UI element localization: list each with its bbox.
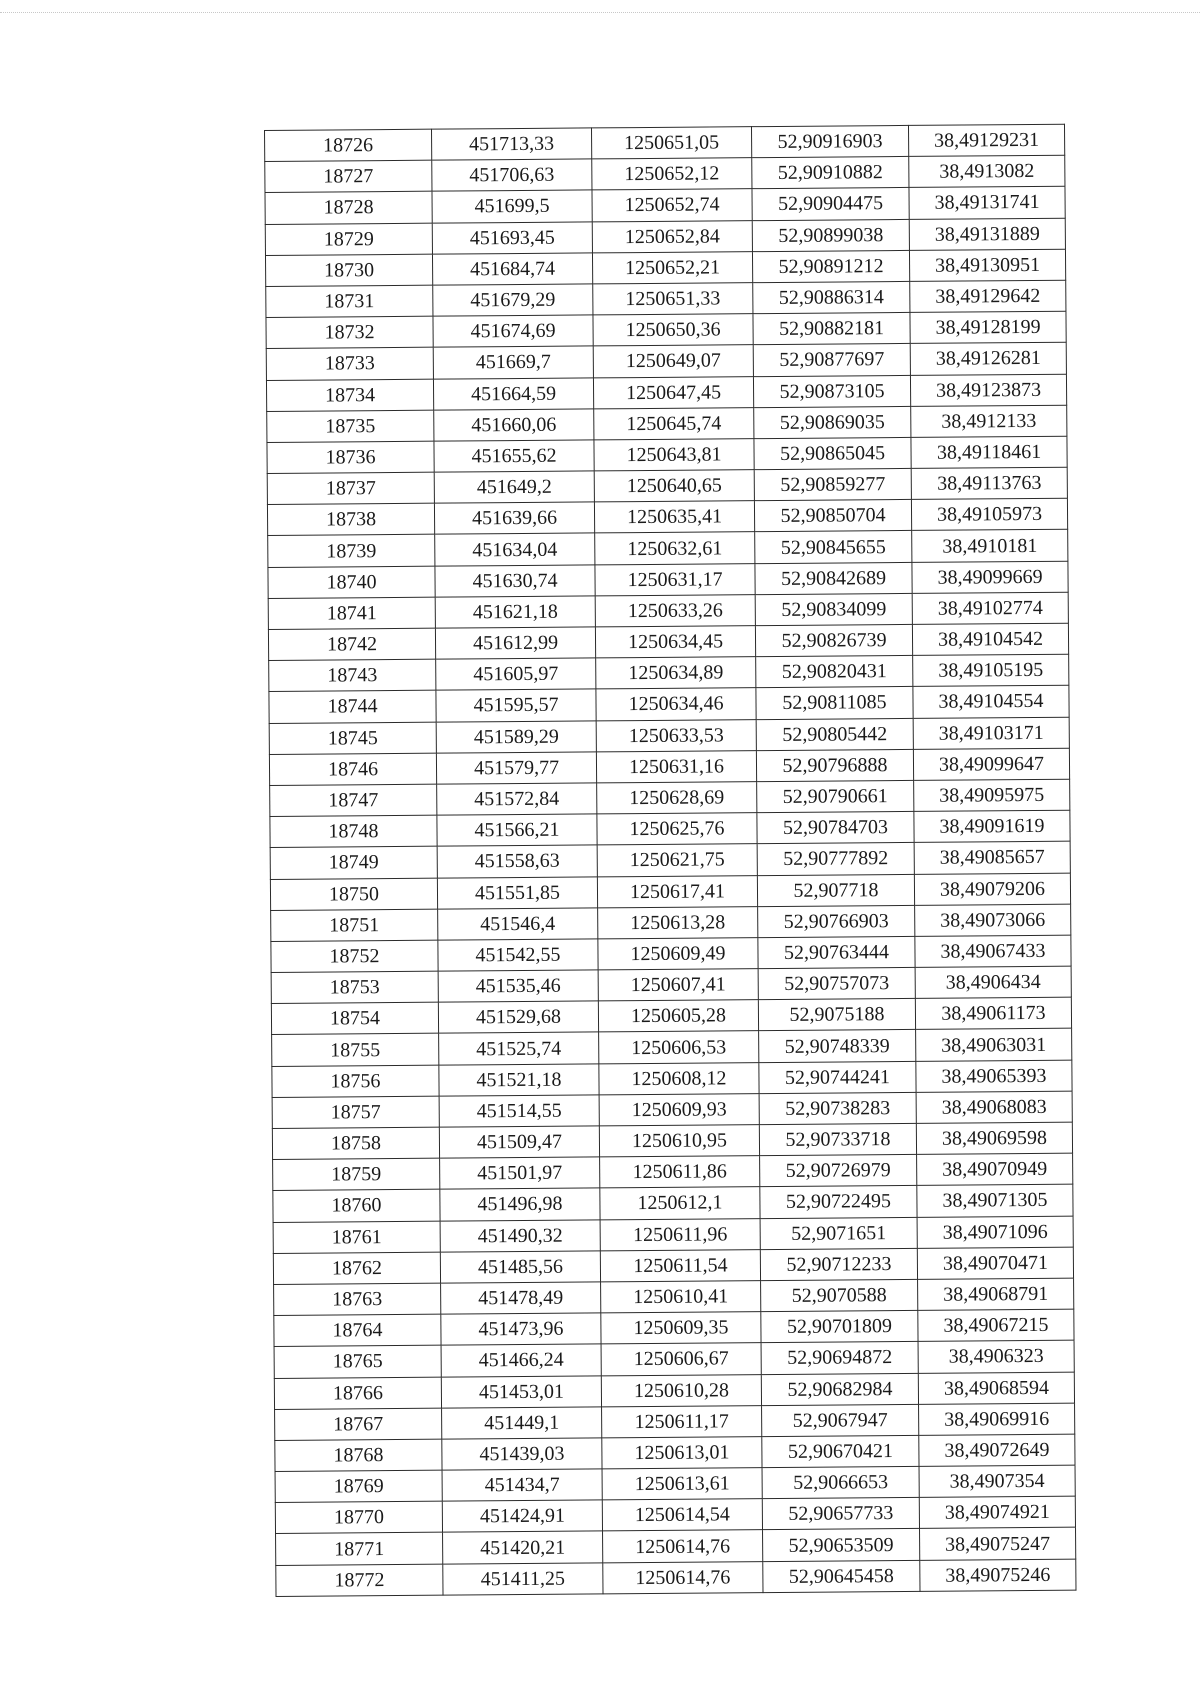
latitude-cell: 52,90701809 <box>761 1311 918 1343</box>
y-coordinate-cell: 1250617,41 <box>597 875 757 907</box>
point-number-cell: 18743 <box>269 659 436 691</box>
longitude-cell: 38,4906323 <box>918 1340 1074 1372</box>
longitude-cell: 38,49065393 <box>916 1060 1072 1092</box>
y-coordinate-cell: 1250650,36 <box>593 314 753 346</box>
coordinates-table <box>264 124 1076 1597</box>
point-number-cell: 18738 <box>267 503 434 535</box>
latitude-cell: 52,90777892 <box>757 843 914 875</box>
point-number-cell: 18749 <box>270 846 437 878</box>
latitude-cell: 52,90886314 <box>753 281 910 313</box>
x-coordinate-cell: 451514,55 <box>439 1095 599 1127</box>
x-coordinate-cell: 451621,18 <box>435 596 595 628</box>
latitude-cell: 52,90657733 <box>762 1498 919 1530</box>
y-coordinate-cell: 1250632,61 <box>595 532 755 564</box>
point-number-cell: 18758 <box>272 1127 439 1159</box>
latitude-cell: 52,90712233 <box>760 1248 917 1280</box>
longitude-cell: 38,49099669 <box>912 561 1068 593</box>
y-coordinate-cell: 1250652,84 <box>592 220 752 252</box>
scan-edge-line <box>0 12 1200 13</box>
latitude-cell: 52,90873105 <box>753 375 910 407</box>
latitude-cell: 52,90763444 <box>758 936 915 968</box>
x-coordinate-cell: 451535,46 <box>438 970 598 1002</box>
y-coordinate-cell: 1250631,17 <box>595 563 755 595</box>
x-coordinate-cell: 451490,32 <box>440 1219 600 1251</box>
y-coordinate-cell: 1250610,41 <box>601 1281 761 1313</box>
y-coordinate-cell: 1250612,1 <box>600 1187 760 1219</box>
y-coordinate-cell: 1250610,28 <box>601 1374 761 1406</box>
x-coordinate-cell: 451525,74 <box>439 1032 599 1064</box>
longitude-cell: 38,49067433 <box>915 935 1071 967</box>
latitude-cell: 52,90726979 <box>760 1155 917 1187</box>
y-coordinate-cell: 1250610,95 <box>599 1125 759 1157</box>
longitude-cell: 38,49085657 <box>914 842 1070 874</box>
coordinates-table-body <box>265 124 1076 1596</box>
x-coordinate-cell: 451713,33 <box>431 128 591 160</box>
longitude-cell: 38,4912133 <box>911 405 1067 437</box>
longitude-cell: 38,49103171 <box>913 717 1069 749</box>
longitude-cell: 38,49072649 <box>919 1434 1075 1466</box>
y-coordinate-cell: 1250640,65 <box>594 470 754 502</box>
latitude-cell: 52,90796888 <box>756 749 913 781</box>
latitude-cell: 52,90805442 <box>756 718 913 750</box>
x-coordinate-cell: 451655,62 <box>434 440 594 472</box>
point-number-cell: 18739 <box>268 535 435 567</box>
x-coordinate-cell: 451411,25 <box>443 1563 603 1595</box>
latitude-cell: 52,90850704 <box>754 500 911 532</box>
y-coordinate-cell: 1250634,45 <box>595 626 755 658</box>
latitude-cell: 52,90748339 <box>759 1030 916 1062</box>
y-coordinate-cell: 1250614,76 <box>603 1530 763 1562</box>
point-number-cell: 18732 <box>266 316 433 348</box>
latitude-cell: 52,90877697 <box>753 344 910 376</box>
y-coordinate-cell: 1250635,41 <box>594 501 754 533</box>
longitude-cell: 38,49071096 <box>917 1216 1073 1248</box>
point-number-cell: 18746 <box>269 753 436 785</box>
point-number-cell: 18768 <box>275 1439 442 1471</box>
longitude-cell: 38,4906434 <box>915 966 1071 998</box>
x-coordinate-cell: 451605,97 <box>436 658 596 690</box>
y-coordinate-cell: 1250628,69 <box>597 782 757 814</box>
point-number-cell: 18772 <box>276 1564 443 1596</box>
latitude-cell: 52,90784703 <box>757 812 914 844</box>
latitude-cell: 52,90891212 <box>752 250 909 282</box>
point-number-cell: 18767 <box>275 1408 442 1440</box>
point-number-cell: 18763 <box>274 1283 441 1315</box>
y-coordinate-cell: 1250643,81 <box>594 439 754 471</box>
longitude-cell: 38,49071305 <box>917 1185 1073 1217</box>
y-coordinate-cell: 1250611,17 <box>602 1405 762 1437</box>
latitude-cell: 52,90757073 <box>758 967 915 999</box>
longitude-cell: 38,49067215 <box>918 1309 1074 1341</box>
point-number-cell: 18765 <box>274 1345 441 1377</box>
y-coordinate-cell: 1250634,46 <box>596 688 756 720</box>
longitude-cell: 38,49074921 <box>919 1496 1075 1528</box>
point-number-cell: 18734 <box>266 379 433 411</box>
longitude-cell: 38,49123873 <box>910 374 1066 406</box>
y-coordinate-cell: 1250611,54 <box>600 1249 760 1281</box>
latitude-cell: 52,90738283 <box>759 1092 916 1124</box>
point-number-cell: 18731 <box>266 285 433 317</box>
latitude-cell: 52,90790661 <box>757 780 914 812</box>
latitude-cell: 52,9066653 <box>762 1466 919 1498</box>
x-coordinate-cell: 451466,24 <box>441 1344 601 1376</box>
point-number-cell: 18741 <box>268 597 435 629</box>
y-coordinate-cell: 1250631,16 <box>596 750 756 782</box>
x-coordinate-cell: 451612,99 <box>435 627 595 659</box>
latitude-cell: 52,90670421 <box>762 1435 919 1467</box>
x-coordinate-cell: 451529,68 <box>438 1001 598 1033</box>
latitude-cell: 52,90842689 <box>755 562 912 594</box>
x-coordinate-cell: 451674,69 <box>433 315 593 347</box>
x-coordinate-cell: 451595,57 <box>436 689 596 721</box>
longitude-cell: 38,49131741 <box>909 187 1065 219</box>
y-coordinate-cell: 1250652,12 <box>592 158 752 190</box>
x-coordinate-cell: 451439,03 <box>442 1438 602 1470</box>
y-coordinate-cell: 1250633,26 <box>595 594 755 626</box>
y-coordinate-cell: 1250645,74 <box>594 407 754 439</box>
x-coordinate-cell: 451664,59 <box>433 377 593 409</box>
point-number-cell: 18737 <box>267 472 434 504</box>
longitude-cell: 38,49069598 <box>916 1122 1072 1154</box>
x-coordinate-cell: 451693,45 <box>432 221 592 253</box>
longitude-cell: 38,49063031 <box>916 1029 1072 1061</box>
point-number-cell: 18764 <box>274 1314 441 1346</box>
x-coordinate-cell: 451496,98 <box>440 1188 600 1220</box>
x-coordinate-cell: 451706,63 <box>432 159 592 191</box>
y-coordinate-cell: 1250651,05 <box>591 127 751 159</box>
longitude-cell: 38,49118461 <box>911 436 1067 468</box>
x-coordinate-cell: 451542,55 <box>438 939 598 971</box>
x-coordinate-cell: 451684,74 <box>432 253 592 285</box>
x-coordinate-cell: 451589,29 <box>436 720 596 752</box>
x-coordinate-cell: 451420,21 <box>443 1531 603 1563</box>
x-coordinate-cell: 451485,56 <box>440 1251 600 1283</box>
point-number-cell: 18742 <box>268 628 435 660</box>
latitude-cell: 52,90744241 <box>759 1061 916 1093</box>
latitude-cell: 52,9075188 <box>758 999 915 1031</box>
x-coordinate-cell: 451449,1 <box>442 1407 602 1439</box>
x-coordinate-cell: 451649,2 <box>434 471 594 503</box>
point-number-cell: 18736 <box>267 441 434 473</box>
point-number-cell: 18753 <box>271 971 438 1003</box>
latitude-cell: 52,90882181 <box>753 313 910 345</box>
point-number-cell: 18733 <box>266 347 433 379</box>
latitude-cell: 52,90766903 <box>758 905 915 937</box>
y-coordinate-cell: 1250609,49 <box>598 938 758 970</box>
point-number-cell: 18745 <box>269 722 436 754</box>
latitude-cell: 52,90722495 <box>760 1186 917 1218</box>
latitude-cell: 52,90834099 <box>755 593 912 625</box>
longitude-cell: 38,49068083 <box>916 1091 1072 1123</box>
longitude-cell: 38,4907354 <box>919 1465 1075 1497</box>
point-number-cell: 18747 <box>270 784 437 816</box>
y-coordinate-cell: 1250633,53 <box>596 719 756 751</box>
latitude-cell: 52,90653509 <box>763 1529 920 1561</box>
x-coordinate-cell: 451639,66 <box>434 502 594 534</box>
table-row <box>276 1559 1076 1596</box>
y-coordinate-cell: 1250614,54 <box>602 1499 762 1531</box>
point-number-cell: 18744 <box>269 691 436 723</box>
y-coordinate-cell: 1250613,28 <box>598 906 758 938</box>
point-number-cell: 18735 <box>267 410 434 442</box>
y-coordinate-cell: 1250609,93 <box>599 1093 759 1125</box>
y-coordinate-cell: 1250606,67 <box>601 1343 761 1375</box>
x-coordinate-cell: 451660,06 <box>434 409 594 441</box>
y-coordinate-cell: 1250651,33 <box>593 283 753 315</box>
latitude-cell: 52,90869035 <box>754 406 911 438</box>
longitude-cell: 38,49131889 <box>909 218 1065 250</box>
latitude-cell: 52,90682984 <box>761 1373 918 1405</box>
longitude-cell: 38,49128199 <box>910 311 1066 343</box>
longitude-cell: 38,49104554 <box>913 686 1069 718</box>
latitude-cell: 52,90645458 <box>763 1560 920 1592</box>
x-coordinate-cell: 451521,18 <box>439 1064 599 1096</box>
y-coordinate-cell: 1250608,12 <box>599 1062 759 1094</box>
latitude-cell: 52,90811085 <box>756 687 913 719</box>
point-number-cell: 18760 <box>273 1190 440 1222</box>
x-coordinate-cell: 451634,04 <box>435 533 595 565</box>
x-coordinate-cell: 451572,84 <box>437 783 597 815</box>
longitude-cell: 38,49073066 <box>915 904 1071 936</box>
y-coordinate-cell: 1250605,28 <box>598 1000 758 1032</box>
y-coordinate-cell: 1250607,41 <box>598 969 758 1001</box>
x-coordinate-cell: 451546,4 <box>438 908 598 940</box>
longitude-cell: 38,49095975 <box>914 779 1070 811</box>
longitude-cell: 38,49105973 <box>911 498 1067 530</box>
longitude-cell: 38,49068594 <box>918 1372 1074 1404</box>
longitude-cell: 38,49099647 <box>913 748 1069 780</box>
latitude-cell: 52,9067947 <box>762 1404 919 1436</box>
x-coordinate-cell: 451501,97 <box>440 1157 600 1189</box>
y-coordinate-cell: 1250647,45 <box>593 376 753 408</box>
point-number-cell: 18762 <box>273 1252 440 1284</box>
longitude-cell: 38,49068791 <box>918 1278 1074 1310</box>
point-number-cell: 18771 <box>276 1533 443 1565</box>
longitude-cell: 38,49070949 <box>917 1153 1073 1185</box>
y-coordinate-cell: 1250625,76 <box>597 813 757 845</box>
y-coordinate-cell: 1250634,89 <box>596 657 756 689</box>
latitude-cell: 52,90826739 <box>755 624 912 656</box>
point-number-cell: 18757 <box>272 1096 439 1128</box>
longitude-cell: 38,4910181 <box>912 530 1068 562</box>
x-coordinate-cell: 451679,29 <box>433 284 593 316</box>
longitude-cell: 38,49104542 <box>912 623 1068 655</box>
longitude-cell: 38,49091619 <box>914 810 1070 842</box>
point-number-cell: 18755 <box>272 1034 439 1066</box>
point-number-cell: 18759 <box>273 1158 440 1190</box>
latitude-cell: 52,90694872 <box>761 1342 918 1374</box>
point-number-cell: 18740 <box>268 566 435 598</box>
x-coordinate-cell: 451699,5 <box>432 190 592 222</box>
point-number-cell: 18750 <box>270 878 437 910</box>
point-number-cell: 18751 <box>271 909 438 941</box>
x-coordinate-cell: 451434,7 <box>442 1469 602 1501</box>
x-coordinate-cell: 451669,7 <box>433 346 593 378</box>
x-coordinate-cell: 451509,47 <box>439 1126 599 1158</box>
x-coordinate-cell: 451566,21 <box>437 814 597 846</box>
longitude-cell: 38,49113763 <box>911 467 1067 499</box>
document-page <box>264 124 1076 1597</box>
longitude-cell: 38,49105195 <box>913 654 1069 686</box>
point-number-cell: 18728 <box>265 192 432 224</box>
latitude-cell: 52,90904475 <box>752 188 909 220</box>
point-number-cell: 18761 <box>273 1221 440 1253</box>
y-coordinate-cell: 1250613,01 <box>602 1437 762 1469</box>
latitude-cell: 52,90859277 <box>754 468 911 500</box>
y-coordinate-cell: 1250621,75 <box>597 844 757 876</box>
y-coordinate-cell: 1250611,86 <box>600 1156 760 1188</box>
x-coordinate-cell: 451579,77 <box>436 752 596 784</box>
point-number-cell: 18726 <box>265 129 432 161</box>
point-number-cell: 18727 <box>265 160 432 192</box>
latitude-cell: 52,90733718 <box>759 1123 916 1155</box>
longitude-cell: 38,4913082 <box>909 155 1065 187</box>
point-number-cell: 18729 <box>265 223 432 255</box>
point-number-cell: 18770 <box>275 1501 442 1533</box>
y-coordinate-cell: 1250606,53 <box>599 1031 759 1063</box>
longitude-cell: 38,49075247 <box>920 1528 1076 1560</box>
longitude-cell: 38,49070471 <box>917 1247 1073 1279</box>
x-coordinate-cell: 451630,74 <box>435 565 595 597</box>
latitude-cell: 52,9070588 <box>761 1279 918 1311</box>
x-coordinate-cell: 451478,49 <box>441 1282 601 1314</box>
longitude-cell: 38,49075246 <box>920 1559 1076 1591</box>
y-coordinate-cell: 1250652,74 <box>592 189 752 221</box>
x-coordinate-cell: 451453,01 <box>441 1375 601 1407</box>
latitude-cell: 52,90899038 <box>752 219 909 251</box>
longitude-cell: 38,49129231 <box>908 124 1064 156</box>
x-coordinate-cell: 451551,85 <box>437 876 597 908</box>
point-number-cell: 18752 <box>271 940 438 972</box>
x-coordinate-cell: 451473,96 <box>441 1313 601 1345</box>
point-number-cell: 18754 <box>271 1002 438 1034</box>
longitude-cell: 38,49126281 <box>910 343 1066 375</box>
x-coordinate-cell: 451424,91 <box>442 1500 602 1532</box>
y-coordinate-cell: 1250614,76 <box>603 1561 763 1593</box>
x-coordinate-cell: 451558,63 <box>437 845 597 877</box>
point-number-cell: 18766 <box>274 1377 441 1409</box>
longitude-cell: 38,49061173 <box>915 997 1071 1029</box>
point-number-cell: 18756 <box>272 1065 439 1097</box>
latitude-cell: 52,90865045 <box>754 437 911 469</box>
latitude-cell: 52,90820431 <box>756 656 913 688</box>
longitude-cell: 38,49102774 <box>912 592 1068 624</box>
latitude-cell: 52,907718 <box>757 874 914 906</box>
y-coordinate-cell: 1250652,21 <box>592 251 752 283</box>
y-coordinate-cell: 1250609,35 <box>601 1312 761 1344</box>
point-number-cell: 18748 <box>270 815 437 847</box>
latitude-cell: 52,90916903 <box>751 125 908 157</box>
y-coordinate-cell: 1250649,07 <box>593 345 753 377</box>
point-number-cell: 18769 <box>275 1470 442 1502</box>
longitude-cell: 38,49129642 <box>910 280 1066 312</box>
longitude-cell: 38,49079206 <box>914 873 1070 905</box>
latitude-cell: 52,90845655 <box>755 531 912 563</box>
point-number-cell: 18730 <box>265 254 432 286</box>
latitude-cell: 52,90910882 <box>752 157 909 189</box>
longitude-cell: 38,49130951 <box>909 249 1065 281</box>
latitude-cell: 52,9071651 <box>760 1217 917 1249</box>
longitude-cell: 38,49069916 <box>919 1403 1075 1435</box>
y-coordinate-cell: 1250613,61 <box>602 1468 762 1500</box>
y-coordinate-cell: 1250611,96 <box>600 1218 760 1250</box>
